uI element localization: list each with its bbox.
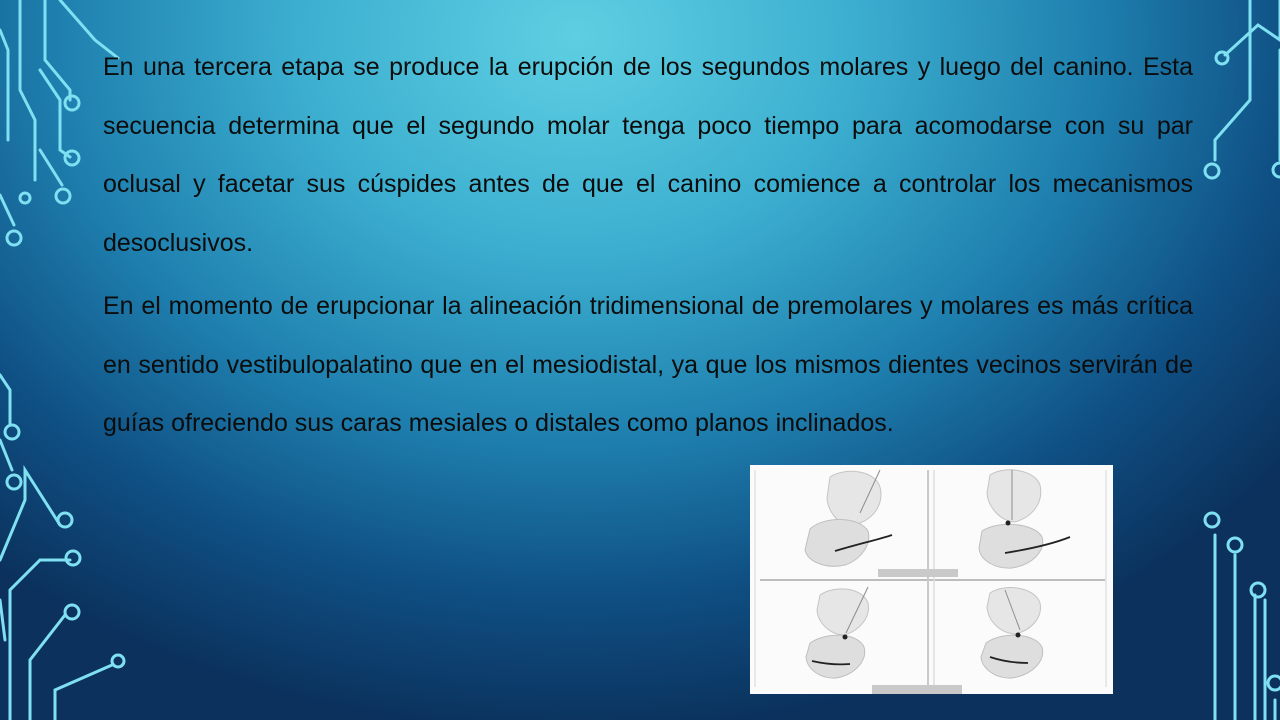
tooth-occlusion-diagram-icon [750, 465, 1113, 694]
circuit-decoration-right [1180, 0, 1280, 720]
circuit-lines-lower-right [1215, 535, 1275, 720]
circuit-lines-upper-right [1215, 0, 1280, 160]
slide-text [103, 38, 1193, 453]
tooth-occlusion-figure [750, 465, 1113, 694]
paragraph-1: En una tercera etapa se produce la erupción de los segundos molares y luego del canino. Esta secuencia determina que el segundo molar tenga poco tiempo para acomodarse con su par oclusal y facetar sus cúspides antes de que el canino comience a controlar los mecanismos desoclusivos. [103, 53, 1193, 257]
circuit-nodes-lower-left [5, 425, 124, 667]
paragraph-2: En el momento de erupcionar la alineación tridimensional de premolares y molares es más crítica en sentido vestibulopalatino que en el mesiodistal, ya que los mismos dientes vecinos servirán de guías ofreciendo sus caras mesiales o distales como planos inclinados. [103, 292, 1193, 437]
circuit-nodes-upper-left [7, 96, 79, 245]
